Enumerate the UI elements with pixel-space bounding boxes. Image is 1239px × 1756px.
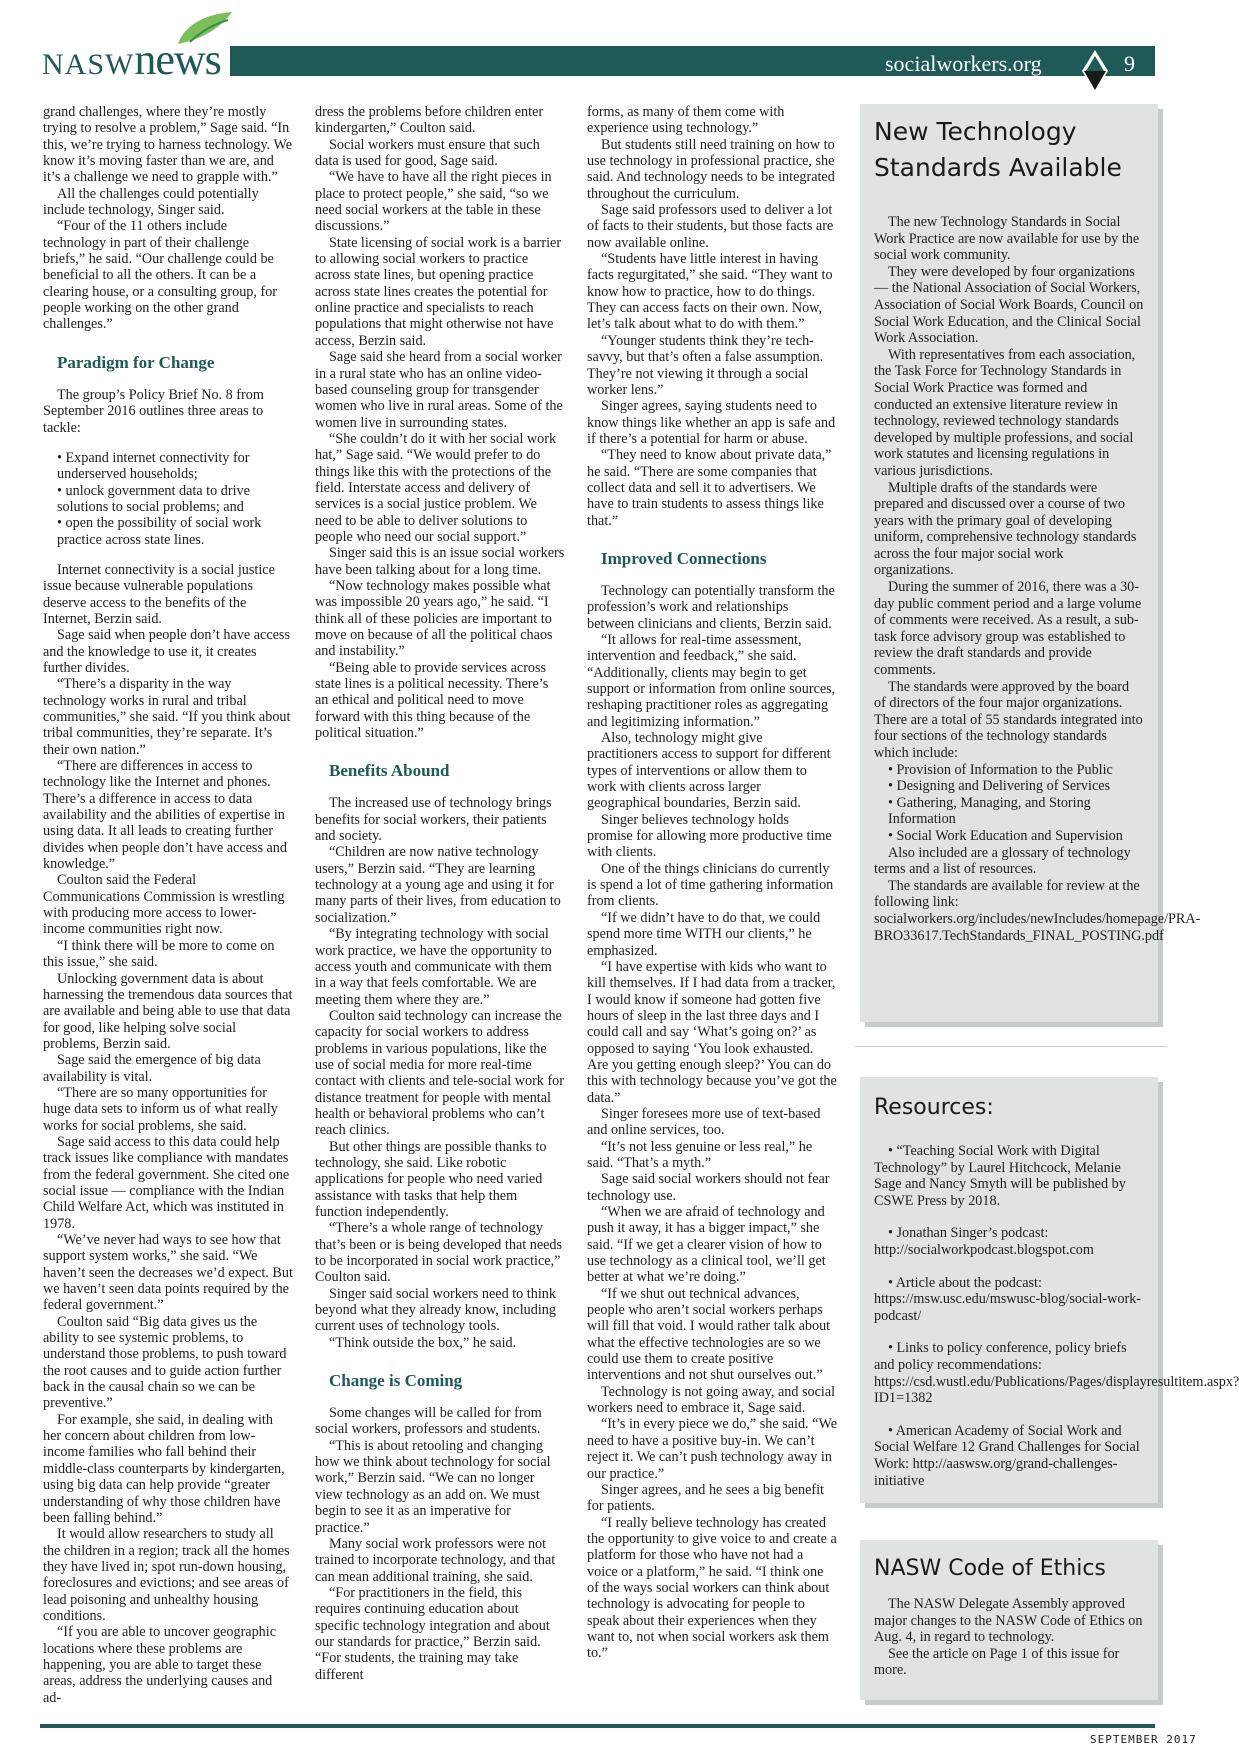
sidebar-paragraph: Also included are a glossary of technology terms and a list of resources.: [874, 844, 1131, 878]
resource-item: • “Teaching Social Work with Digital Technology” by Laurel Hitchcock, Melanie Sage and Nancy Smyth will be published by CSWE Press by 2018.: [874, 1143, 1126, 1209]
sidebar-list-item: • Provision of Information to the Public: [888, 761, 1113, 778]
footer-date: SEPTEMBER 2017: [1090, 1733, 1197, 1746]
subhead-paradigm: Paradigm for Change: [57, 352, 215, 372]
paragraph: “There are so many opportunities for huge data sets to inform us of what really works for social problems, she said.: [43, 1084, 278, 1134]
paragraph: “They need to know about private data,” he said. “There are some companies that collect data and sell it to advertisers. We have to train students to assess things like that.”: [587, 447, 832, 529]
paragraph: Also, technology might give practitioners access to support for different types of interventions or allow them to work with clients across larger geographical boundaries, Berzin said.: [587, 730, 831, 812]
paragraph: The increased use of technology brings benefits for social workers, their patients and society.: [315, 795, 552, 845]
paragraph: “There’s a disparity in the way technology works in rural and tribal communities,” she said. “If you think about tribal communities, they’re separate. It’s their own nation.”: [43, 676, 291, 758]
paragraph: Unlocking government data is about harnessing the tremendous data sources that are available and being able to use that data for good, like helping solve social problems, Berzin said.: [43, 970, 293, 1052]
subhead-benefits: Benefits Abound: [329, 761, 450, 781]
diamond-icon: [1080, 46, 1110, 96]
sidebar-standards-link[interactable]: The standards are available for review at the following link: socialworkers.org/includes/newIncludes/homepage/PRA-BRO33617.TechStandards_FINAL_POSTING.pdf: [874, 877, 1201, 944]
paragraph: For example, she said, in dealing with her concern about children from low-income families who fall behind their middle-class counterparts by kindergarten, using big data can help provide “greater understanding of why those children have been falling behind.”: [43, 1411, 285, 1526]
sidebar-divider: [855, 1046, 1167, 1047]
paragraph: Singer agrees, and he sees a big benefit for patients.: [587, 1481, 824, 1515]
paragraph: grand challenges, where they’re mostly trying to resolve a problem,” Sage said. “In this, we’re trying to harness technology. We know it’s moving faster than we are, and it’s a challenge we need to grapple with.”: [43, 104, 293, 186]
paragraph: “It’s in every piece we do,” she said. “We need to have a positive buy-in. We can’t reject it. We can’t push technology away in our practice.”: [587, 1416, 838, 1482]
sidebar-tech-standards: [860, 104, 1201, 1022]
logo-main: news: [134, 35, 221, 84]
masthead: [0, 0, 1200, 90]
paragraph: Technology can potentially transform the profession’s work and relationships between clinicians and clients, Berzin said.: [587, 582, 835, 632]
paragraph: State licensing of social work is a barrier to allowing social workers to practice across state lines, but opening practice across state lines creates the potential for online practice and specialists to reach populations that might otherwise not have access, Berzin said.: [315, 234, 562, 349]
article-column-2: [315, 104, 565, 1683]
paragraph: “This is about retooling and changing how we think about technology for social work,” Berzin said. “We can no longer view technology as an add on. We must begin to see it as an imperative for practice.”: [315, 1437, 551, 1536]
paragraph: Singer believes technology holds promise for allowing more productive time with clients.: [587, 811, 832, 861]
paragraph: Singer said social workers need to think beyond what they already know, including current uses of technology tools.: [315, 1285, 556, 1335]
bullet-item: • Expand internet connectivity for underserved households;: [57, 449, 250, 483]
paragraph: “For practitioners in the field, this requires continuing education about specific technology integration and about our standards for practice,” Berzin said. “For students, the training may take different: [315, 1584, 550, 1683]
paragraph: Singer agrees, saying students need to know things like whether an app is safe and if there’s a potential for harm or abuse.: [587, 398, 836, 447]
paragraph: “She couldn’t do it with her social work hat,” Sage said. “We would prefer to do things like this with the protections of the field. Interstate access and delivery of services is a social justice problem. We need to be able to deliver solutions to people who need our social support.”: [315, 430, 557, 545]
sidebar-paragraph: The new Technology Standards in Social Work Practice are now available for use by the social work community.: [874, 214, 1140, 264]
paragraph: Many social work professors were not trained to incorporate technology, and that can mean additional training, she said.: [315, 1535, 556, 1585]
subhead-connections: Improved Connections: [601, 548, 767, 568]
bullet-item: • unlock government data to drive solutions to social problems; and: [57, 482, 250, 515]
paragraph: But other things are possible thanks to technology, she said. Like robotic applications for people who need varied assistance with tasks that help them function independently.: [315, 1138, 547, 1220]
resource-item[interactable]: • American Academy of Social Work and Social Welfare 12 Grand Challenges for Social Work: http://aaswsw.org/grand-challenges-initiative: [874, 1422, 1140, 1489]
sidebar-paragraph: See the article on Page 1 of this issue for more.: [874, 1645, 1120, 1679]
paragraph: The group’s Policy Brief No. 8 from September 2016 outlines three areas to tackle:: [43, 386, 264, 436]
sidebar-list-item: • Designing and Delivering of Services: [888, 778, 1111, 795]
site-url[interactable]: socialworkers.org: [885, 51, 1042, 76]
paragraph: Sage said the emergence of big data availability is vital.: [43, 1052, 261, 1085]
paragraph: “There’s a whole range of technology that’s been or is being developed that needs to be incorporated in social work practice,” Coulton said.: [315, 1220, 563, 1286]
sidebar-paragraph: The NASW Delegate Assembly approved major changes to the NASW Code of Ethics on Aug. 4, in regard to technology.: [874, 1596, 1143, 1646]
paragraph: “Being able to provide services across state lines is a political necessity. There’s an ethical and political need to move forward with this thing because of the political situation.”: [315, 659, 549, 742]
sidebar-list-item: • Gathering, Managing, and Storing Information: [888, 794, 1091, 828]
paragraph: Sage said access to this data could help track issues like compliance with mandates from the federal government. She cited one social issue — compliance with the Indian Child Welfare Act, which was instituted in 1978.: [43, 1133, 290, 1232]
sidebar-title: New Technology Standards Available: [874, 117, 1122, 182]
paragraph: “We’ve never had ways to see how that support system works,” she said. “We haven’t seen the decreases we’d expect. But we haven’t seen data points required by the federal government.”: [43, 1232, 293, 1314]
paragraph: forms, as many of them come with experience using technology.”: [587, 104, 785, 137]
paragraph: Coulton said technology can increase the capacity for social workers to address problems in various populations, like the use of social media for more real-time contact with clients and tele-social work for distance treatment for people with mental health or behavioral problems who can’t reach clinics.: [315, 1007, 564, 1139]
sidebar-resources: [860, 1077, 1239, 1503]
paragraph: Internet connectivity is a social justice issue because vulnerable populations deserve access to the benefits of the Internet, Berzin said.: [43, 561, 275, 627]
resource-item[interactable]: • Jonathan Singer’s podcast: http://socialworkpodcast.blogspot.com: [874, 1225, 1094, 1258]
paragraph: “I think there will be more to come on this issue,” she said.: [43, 937, 275, 971]
paragraph: “Children are now native technology users,” Berzin said. “They are learning technology at a young age and using it for many parts of their lives, from education to socialization.”: [315, 844, 561, 926]
logo-prefix: NASW: [42, 48, 135, 81]
sidebar-paragraph: They were developed by four organizations — the National Association of Social Workers, Association of Social Work Boards, Council on Social Work Education, and the Clinical Social Work Association.: [874, 263, 1144, 347]
sidebar-paragraph: The standards were approved by the board of directors of the four major organizations. There are a total of 55 standards integrated into four sections of the technology standards which include:: [874, 678, 1143, 761]
paragraph: “Four of the 11 others include technology in part of their challenge briefs,” he said. “Our challenge could be beneficial to all the others. It can be a clearing house, or a consulting group, for people working on the other grand challenges.”: [43, 218, 278, 333]
paragraph: “Students have little interest in having facts regurgitated,” she said. “They want to know how to practice, how to do things. They can access facts on their own. Now, let’s talk about what to do with them.”: [587, 251, 833, 333]
paragraph: “It’s not less genuine or less real,” he said. “That’s a myth.”: [587, 1138, 813, 1171]
paragraph: “By integrating technology with social work practice, we have the opportunity to access youth and communicate with them in a way that feels comfortable. We are meeting them where they are.”: [315, 926, 552, 1008]
paragraph: “It allows for real-time assessment, intervention and feedback,” she said. “Additionally, clients may begin to get support or information from online sources, reshaping practitioner roles as aggregating and legitimizing information.”: [587, 631, 836, 730]
article-column-3: [587, 104, 837, 1662]
paragraph: “I have expertise with kids who want to kill themselves. If I had data from a tracker, I would know if someone had gotten five hours of sleep in the last three days and I could call and say ‘What’s going on?’ as opposed to saying ‘You look exhausted. Are you getting enough sleep?’ You can do this with technology because you’ve got the data.”: [587, 958, 837, 1106]
paragraph: Singer foresees more use of text-based and online services, too.: [587, 1105, 821, 1139]
paragraph: All the challenges could potentially include technology, Singer said.: [43, 185, 259, 219]
sidebar-paragraph: Multiple drafts of the standards were prepared and discussed over a course of two years with the primary goal of developing uniform, comprehensive technology standards across the four major social work organizations.: [874, 479, 1137, 579]
paragraph: One of the things clinicians do currently is spend a lot of time gathering information from clients.: [587, 860, 834, 910]
sidebar-paragraph: With representatives from each association, the Task Force for Technology Standards in Social Work Practice was formed and conducted an extensive literature review in technology, reviewed technology standards developed by multiple professions, and social work statutes and licensing regulations in various jurisdictions.: [874, 346, 1136, 479]
paragraph: “Now technology makes possible what was impossible 20 years ago,” he said. “I think all of these policies are important to move on because of all the political chaos and instability.”: [315, 577, 553, 660]
sidebar-paragraph: During the summer of 2016, there was a 30-day public comment period and a large volume of comments were received. As a result, a sub-task force advisory group was established to review the draft standards and provide comments.: [874, 579, 1142, 679]
footer-rule: [40, 1724, 1155, 1728]
paragraph: Social workers must ensure that such data is used for good, Sage said.: [315, 136, 540, 170]
paragraph: “I really believe technology has created the opportunity to give voice to and create a platform for those who have not had a voice or a platform,” he said. “I think one of the ways social workers can think about technology is advocating for people to speak about their experiences when they want to, not when social workers ask them to.”: [587, 1514, 837, 1662]
bullet-item: • open the possibility of social work practice across state lines.: [57, 515, 262, 548]
page-number: 9: [1124, 51, 1135, 76]
paragraph: It would allow researchers to study all the children in a region; track all the homes they have lived in; spot run-down housing, foreclosures and evictions; and see areas of lead poisoning and unhealthy housing conditions.: [43, 1526, 290, 1624]
sidebar-title: NASW Code of Ethics: [874, 1556, 1106, 1581]
paragraph: But students still need training on how to use technology in professional practice, she said. And technology needs to be integrated throughout the curriculum.: [587, 136, 835, 202]
paragraph: Technology is not going away, and social workers need to embrace it, Sage said.: [587, 1383, 836, 1417]
paragraph: “If we shut out technical advances, people who aren’t social workers perhaps will fill that void. I would rather talk about what the effective technologies are so we could use them to create positive interventions and not shut ourselves out.”: [587, 1285, 831, 1384]
paragraph: “If you are able to uncover geographic locations where these problems are happening, you are able to target these areas, address the underlying causes and ad-: [43, 1624, 277, 1706]
paragraph: Some changes will be called for from social workers, professors and students.: [315, 1405, 542, 1438]
paragraph: Sage said when people don’t have access and the knowledge to use it, it creates further divides.: [43, 627, 290, 676]
paragraph: Coulton said the Federal Communications Commission is wrestling with producing more access to lower-income communities right now.: [43, 872, 285, 938]
sidebar-code-of-ethics: [860, 1540, 1158, 1700]
masthead-logo[interactable]: [42, 35, 221, 87]
article-column-1: [43, 104, 293, 1706]
sidebar-title: Resources:: [874, 1095, 994, 1120]
paragraph: “If we didn’t have to do that, we could spend more time WITH our clients,” he emphasized.: [587, 909, 821, 959]
paragraph: “Younger students think they’re tech-savvy, but that’s often a false assumption. They’re not viewing it through a social worker lens.”: [587, 332, 824, 398]
paragraph: “Think outside the box,” he said.: [329, 1334, 517, 1351]
paragraph: “When we are afraid of technology and push it away, it has a bigger impact,” she said. “If we get a clearer vision of how to use technology as a clinical tool, we’ll get better at what we’re doing.”: [587, 1204, 826, 1286]
paragraph: Sage said social workers should not fear technology use.: [587, 1171, 830, 1204]
paragraph: “We have to have all the right pieces in place to protect people,” she said, “so we need social workers at the table in these discussions.”: [315, 169, 552, 235]
paragraph: Coulton said “Big data gives us the ability to see systemic problems, to understand those problems, to push toward the root causes and to guide action further back in the causal chain so we can be preventive.”: [43, 1313, 287, 1412]
paragraph: “There are differences in access to technology like the Internet and phones. There’s a difference in access to data availability and the abilities of expertise in using data. It all leads to creating further divides when people don’t have access and knowledge.”: [43, 758, 287, 873]
resource-item[interactable]: • Article about the podcast: https://msw.usc.edu/mswusc-blog/social-work-podcast/: [874, 1274, 1142, 1324]
paragraph: Singer said this is an issue social workers have been talking about for a long time.: [315, 545, 565, 578]
paragraph: Sage said she heard from a social worker in a rural state who has an online video-based counseling group for transgender women who live in rural areas. Some of the women live in surrounding states.: [315, 349, 563, 431]
paragraph: dress the problems before children enter kindergarten,” Coulton said.: [315, 104, 544, 137]
sidebar-list-item: • Social Work Education and Supervision: [888, 827, 1123, 844]
subhead-change: Change is Coming: [329, 1371, 463, 1391]
paragraph: Sage said professors used to deliver a lot of facts to their students, but those facts are now available online.: [587, 202, 834, 251]
resource-item[interactable]: • Links to policy conference, policy briefs and policy recommendations: https://csd.wustl.edu/Publications/Pages/displayresultitem.aspx?ID1=1382: [874, 1340, 1239, 1407]
